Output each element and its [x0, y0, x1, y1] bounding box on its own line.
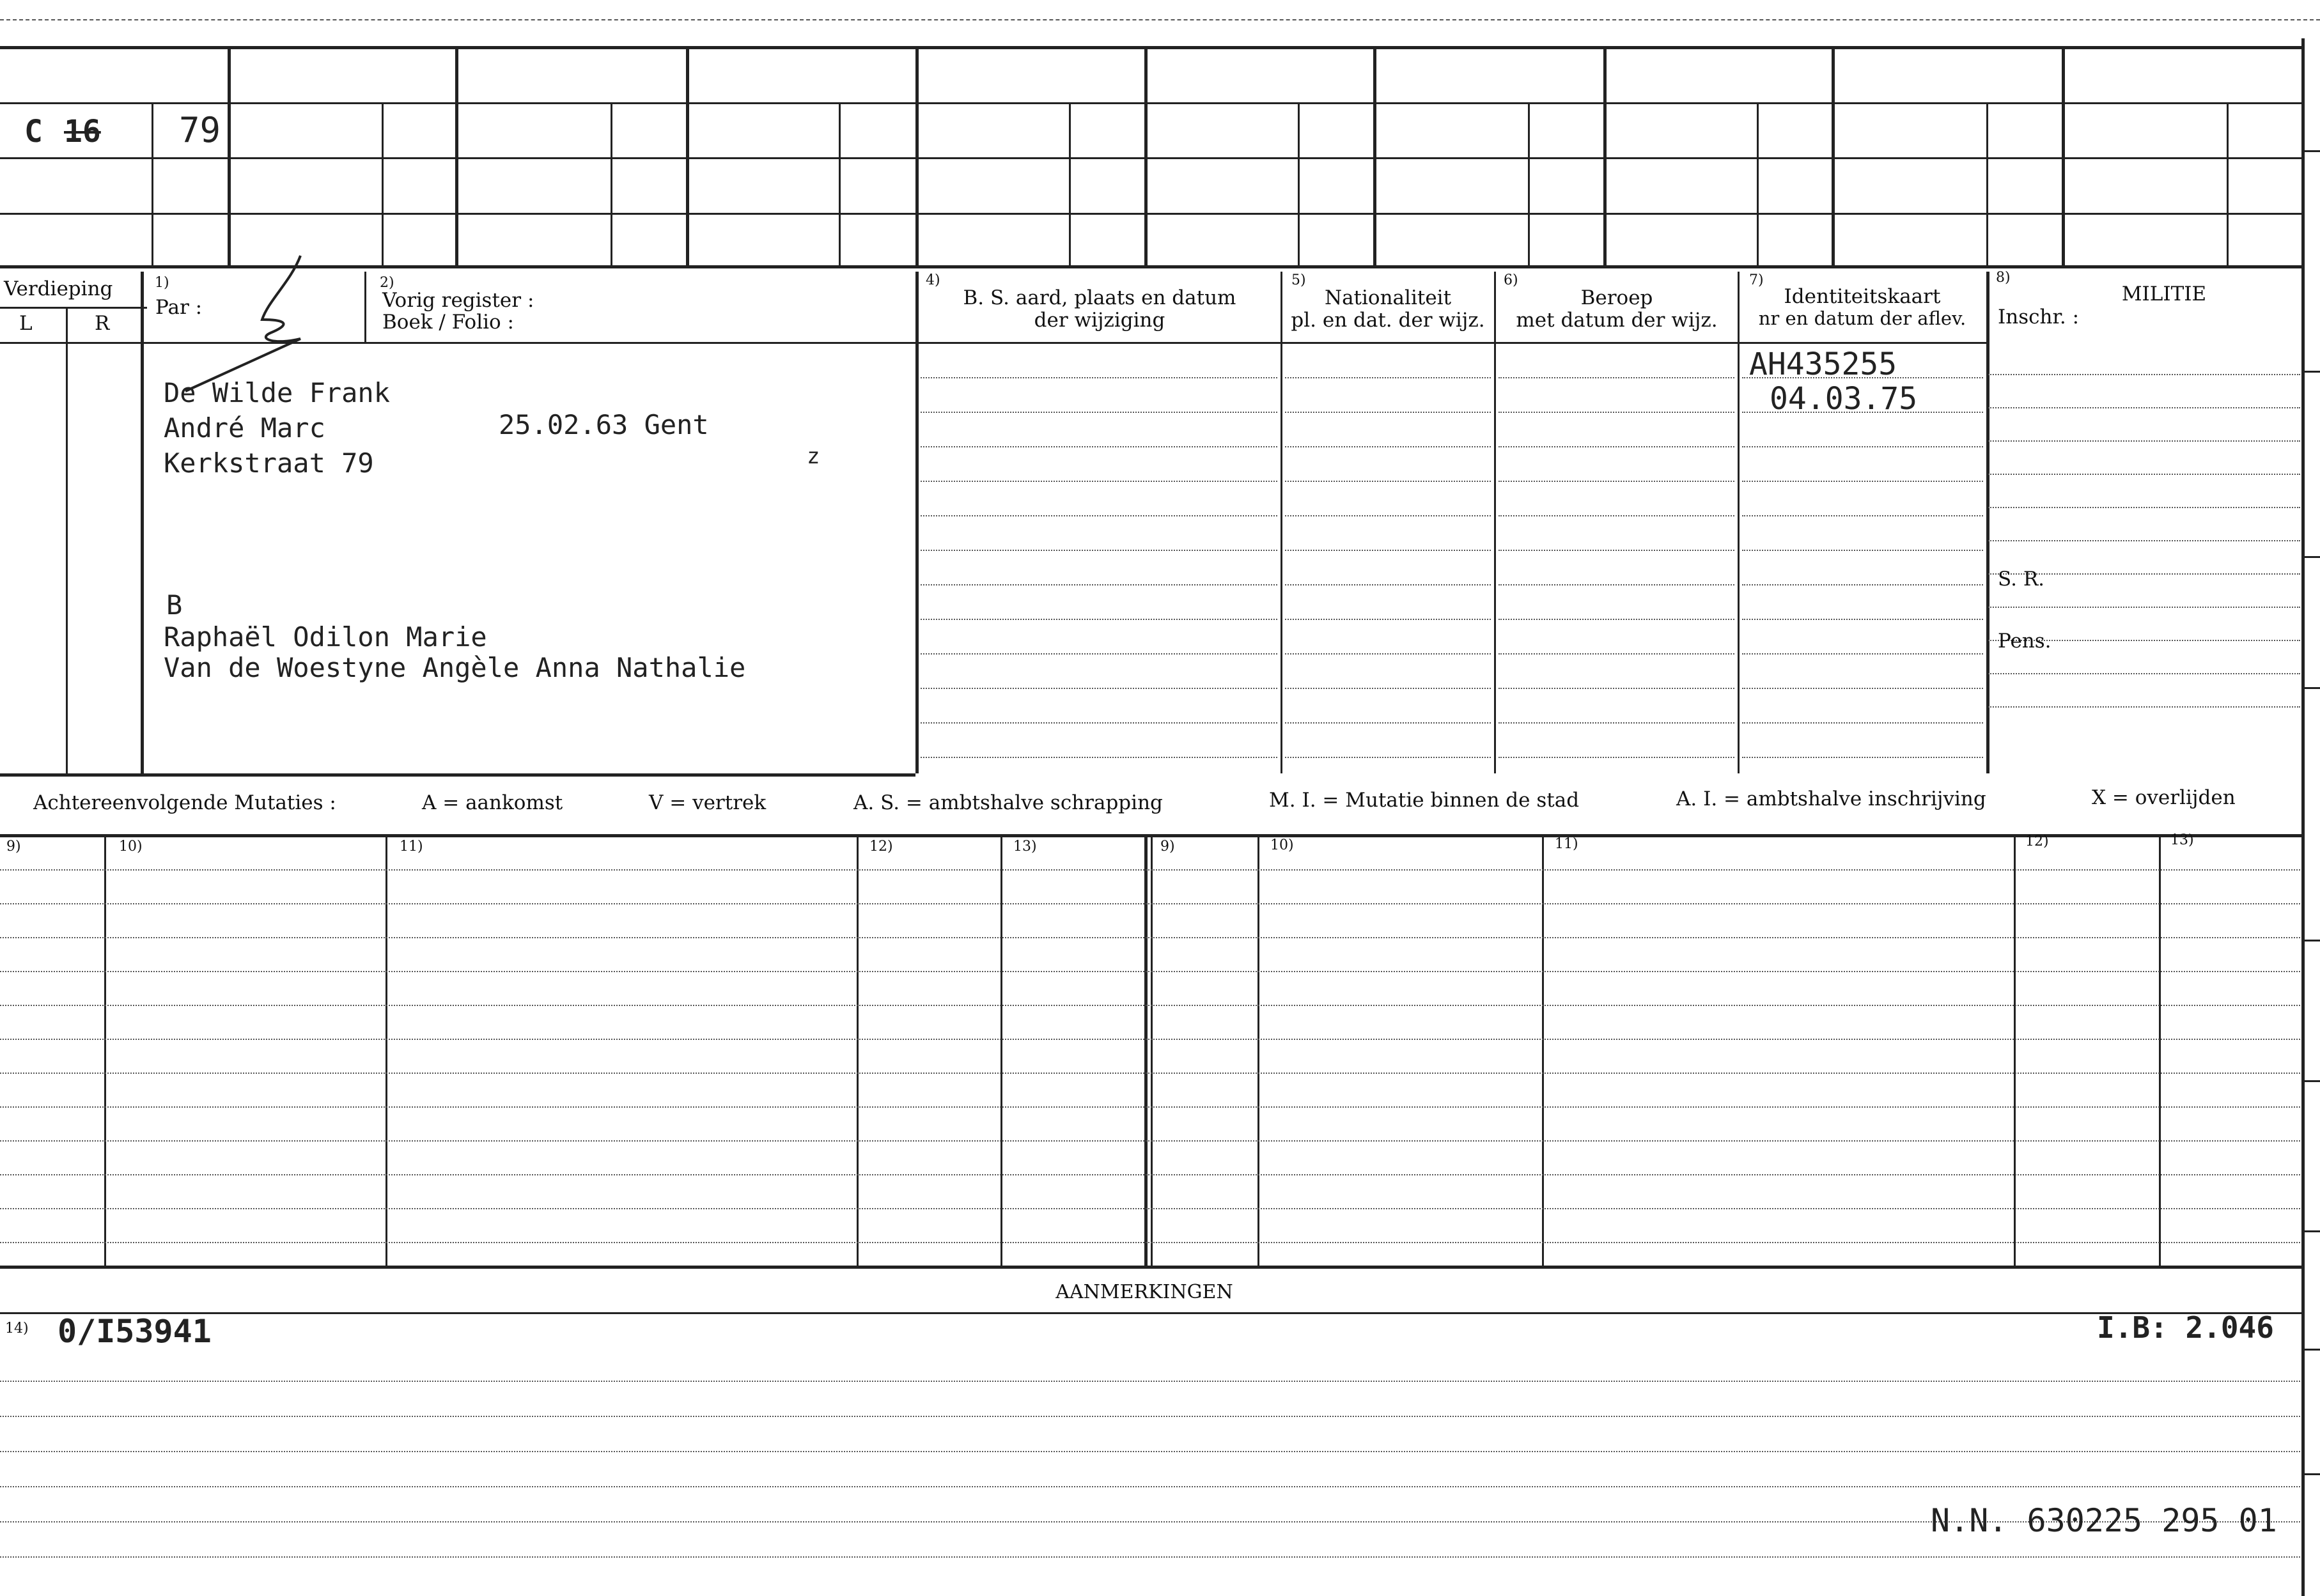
militie-inschr-label: Inschr. :	[1998, 306, 2080, 329]
partner-line1: Raphaël Odilon Marie	[164, 621, 487, 653]
mut-col-10-right: 10)	[1270, 837, 1294, 853]
person-birth: 25.02.63 Gent	[499, 409, 709, 440]
legend-ambtshalve-schrapping: A. S. = ambtshalve schrapping	[853, 791, 1163, 814]
field4-line1: B. S. aard, plaats en datum	[963, 286, 1236, 309]
legend-vertrek: V = vertrek	[649, 791, 767, 814]
militie-title: MILITIE	[2121, 283, 2207, 306]
mut-col-9-left: 9)	[6, 839, 21, 855]
mut-col-12-left: 12)	[869, 839, 893, 855]
mut-col-13-left: 13)	[1013, 839, 1037, 855]
id-card-date: 04.03.75	[1770, 381, 1918, 417]
register-code-struck: 16	[64, 114, 101, 150]
person-name-line1: De Wilde Frank	[164, 377, 391, 408]
mut-col-10-left: 10)	[119, 839, 143, 855]
mut-col-11-left: 11)	[400, 839, 423, 855]
field5-line1: Nationaliteit	[1324, 286, 1452, 309]
field1-label: Par :	[155, 296, 203, 319]
field2-line2: Boek / Folio :	[382, 311, 514, 334]
person-address: Kerkstraat 79	[164, 447, 374, 479]
person-name-line2: André Marc	[164, 412, 325, 444]
id-card-number: AH435255	[1749, 346, 1897, 382]
pen-stroke	[185, 256, 300, 391]
remarks-number: 14)	[5, 1321, 29, 1336]
field6-line1: Beroep	[1580, 286, 1653, 309]
field7-line1: Identiteitskaart	[1784, 285, 1941, 308]
field1-number: 1)	[155, 275, 169, 291]
mut-col-9-right: 9)	[1160, 839, 1175, 855]
field5-number: 5)	[1291, 272, 1306, 288]
col-r-label: R	[95, 312, 110, 335]
mut-col-12-right: 12)	[2025, 833, 2049, 849]
field4-line2: der wijziging	[1034, 309, 1165, 332]
national-number: N.N. 630225 295 01	[1931, 1502, 2277, 1539]
legend-overlijden: X = overlijden	[2092, 786, 2236, 809]
legend-aankomst: A = aankomst	[422, 791, 563, 814]
col-l-label: L	[19, 312, 33, 335]
militie-sr-label: S. R.	[1998, 568, 2045, 591]
remarks-reference: 0/I53941	[58, 1313, 212, 1350]
field5-line2: pl. en dat. der wijz.	[1291, 309, 1485, 332]
field8-number: 8)	[1996, 270, 2011, 286]
field2-line1: Vorig register :	[382, 289, 534, 312]
field6-number: 6)	[1504, 272, 1518, 288]
legend-ambtshalve-inschrijving: A. I. = ambtshalve inschrijving	[1676, 787, 1986, 810]
field7-number: 7)	[1749, 272, 1764, 288]
mut-col-13-right: 13)	[2170, 832, 2194, 848]
field4-number: 4)	[926, 272, 940, 288]
militie-pens-label: Pens.	[1998, 630, 2051, 653]
field2-number: 2)	[380, 275, 394, 291]
remarks-title: AANMERKINGEN	[1055, 1281, 1233, 1303]
mut-col-11-right: 11)	[1555, 836, 1578, 852]
register-code-letter: C	[24, 114, 43, 150]
mutations-title: Achtereenvolgende Mutaties :	[33, 791, 336, 814]
partner-code: B	[166, 589, 183, 621]
field6-line2: met datum der wijz.	[1516, 309, 1718, 332]
remarks-ib: I.B: 2.046	[2097, 1310, 2274, 1345]
house-number: 79	[179, 110, 221, 150]
verdieping-label: Verdieping	[4, 277, 113, 300]
person-code: z	[807, 444, 820, 469]
partner-line2: Van de Woestyne Angèle Anna Nathalie	[164, 652, 746, 683]
legend-mutatie-binnen: M. I. = Mutatie binnen de stad	[1269, 789, 1580, 812]
field7-line2: nr en datum der aflev.	[1758, 307, 1966, 329]
